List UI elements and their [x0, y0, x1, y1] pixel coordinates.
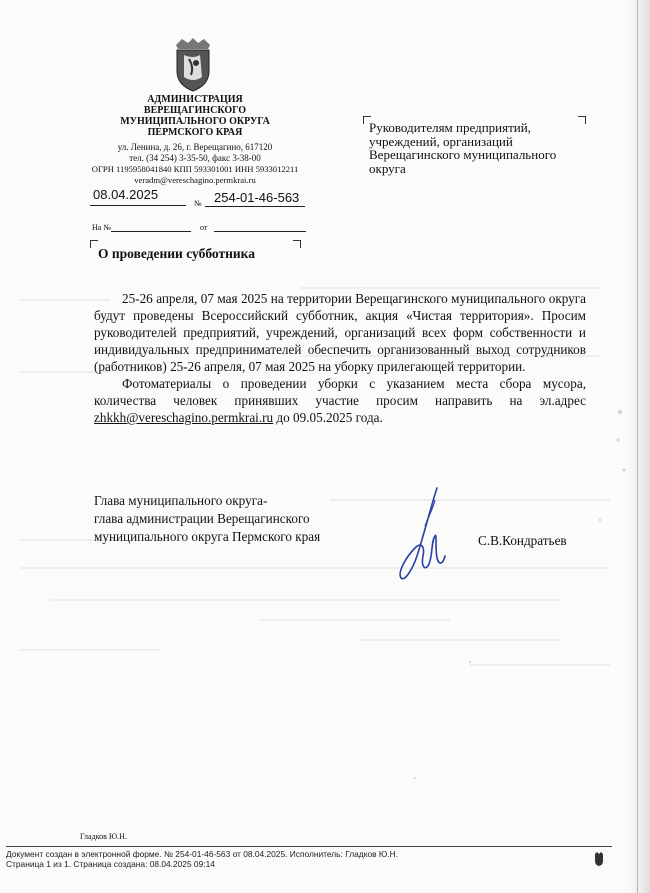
signatory-position-line-3: муниципального округа Пермского края: [94, 529, 321, 544]
signatory-name: С.В.Кондратьев: [478, 533, 567, 548]
reg-date: 08.04.2025: [93, 187, 159, 202]
org-address: ул. Ленина, д. 26, г. Верещагино, 617120: [117, 142, 273, 152]
ref-from-label: от: [200, 223, 208, 232]
reg-number: 254-01-46-563: [214, 190, 300, 205]
reg-number-label: №: [194, 199, 202, 208]
org-name-line-3: МУНИЦИПАЛЬНОГО ОКРУГА: [120, 116, 270, 127]
footer-line-1: Документ создан в электронной форме. № 254-01-46-563 от 08.04.2025. Исполнитель: Гладков Ю.Н.: [6, 849, 399, 859]
reg-date-line: [90, 205, 186, 206]
reg-number-line: [205, 206, 305, 207]
email-link[interactable]: zhkkh@vereschagino.permkrai.ru: [94, 410, 274, 425]
footer-line-2: Страница 1 из 1. Страница создана: 08.04.2025 09:14: [6, 859, 215, 869]
body-paragraph-2: [94, 375, 586, 426]
ref-label: На №: [92, 223, 111, 232]
coat-of-arms-icon: [172, 37, 214, 93]
subject-corner-right: [293, 240, 301, 248]
recipient: Руководителям предприятий, учреждений, организаций Верещагинского муниципального округа: [369, 120, 557, 176]
scan-shadow: [628, 0, 650, 893]
subject: О проведении субботника: [98, 246, 256, 261]
footer-rule: [6, 846, 612, 847]
ref-number-line: [111, 231, 191, 232]
small-emblem-icon: [594, 851, 604, 867]
org-ids: ОГРН 1195958041840 КПП 593301001 ИНН 5933012211: [91, 164, 299, 174]
org-name-line-2: ВЕРЕЩАГИНСКОГО: [143, 105, 247, 116]
executor: Гладков Ю.Н.: [80, 832, 127, 841]
subject-corner-left: [90, 240, 98, 248]
signatory-position-line-2: глава администрации Верещагинского: [94, 511, 310, 526]
scan-edge-line: [637, 0, 638, 893]
org-name-line-1: АДМИНИСТРАЦИЯ: [147, 94, 243, 105]
org-phone: тел. (34 254) 3-35-50, факс 3-38-00: [129, 153, 261, 163]
body-paragraph-1: 25-26 апреля, 07 мая 2025 на территории Верещагинского муниципального округа будут проведены Всероссийский субботник, акция «Чистая территория». Просим руководителей предприятий, учреждений, организаций всех форм собственности и индивидуальных предпринимателей обеспечить организованный выход сотрудников (работников) 25-26 апреля, 07 мая 2025 на уборку прилегающей территории.: [94, 291, 586, 374]
signatory-position-line-1: Глава муниципального округа-: [94, 493, 268, 508]
org-email: veradm@vereschagino.permkrai.ru: [134, 175, 256, 185]
ref-date-line: [214, 231, 306, 232]
body-paragraph-2-text: Фотоматериалы о проведении уборки с указанием места сбора мусора, количества человек принявших участие просим направить на эл.адрес: [94, 376, 586, 408]
org-name-line-4: ПЕРМСКОГО КРАЯ: [147, 127, 243, 138]
body-paragraph-2-end: до 09.05.2025 года.: [273, 410, 383, 425]
handwritten-signature-icon: [395, 486, 455, 586]
